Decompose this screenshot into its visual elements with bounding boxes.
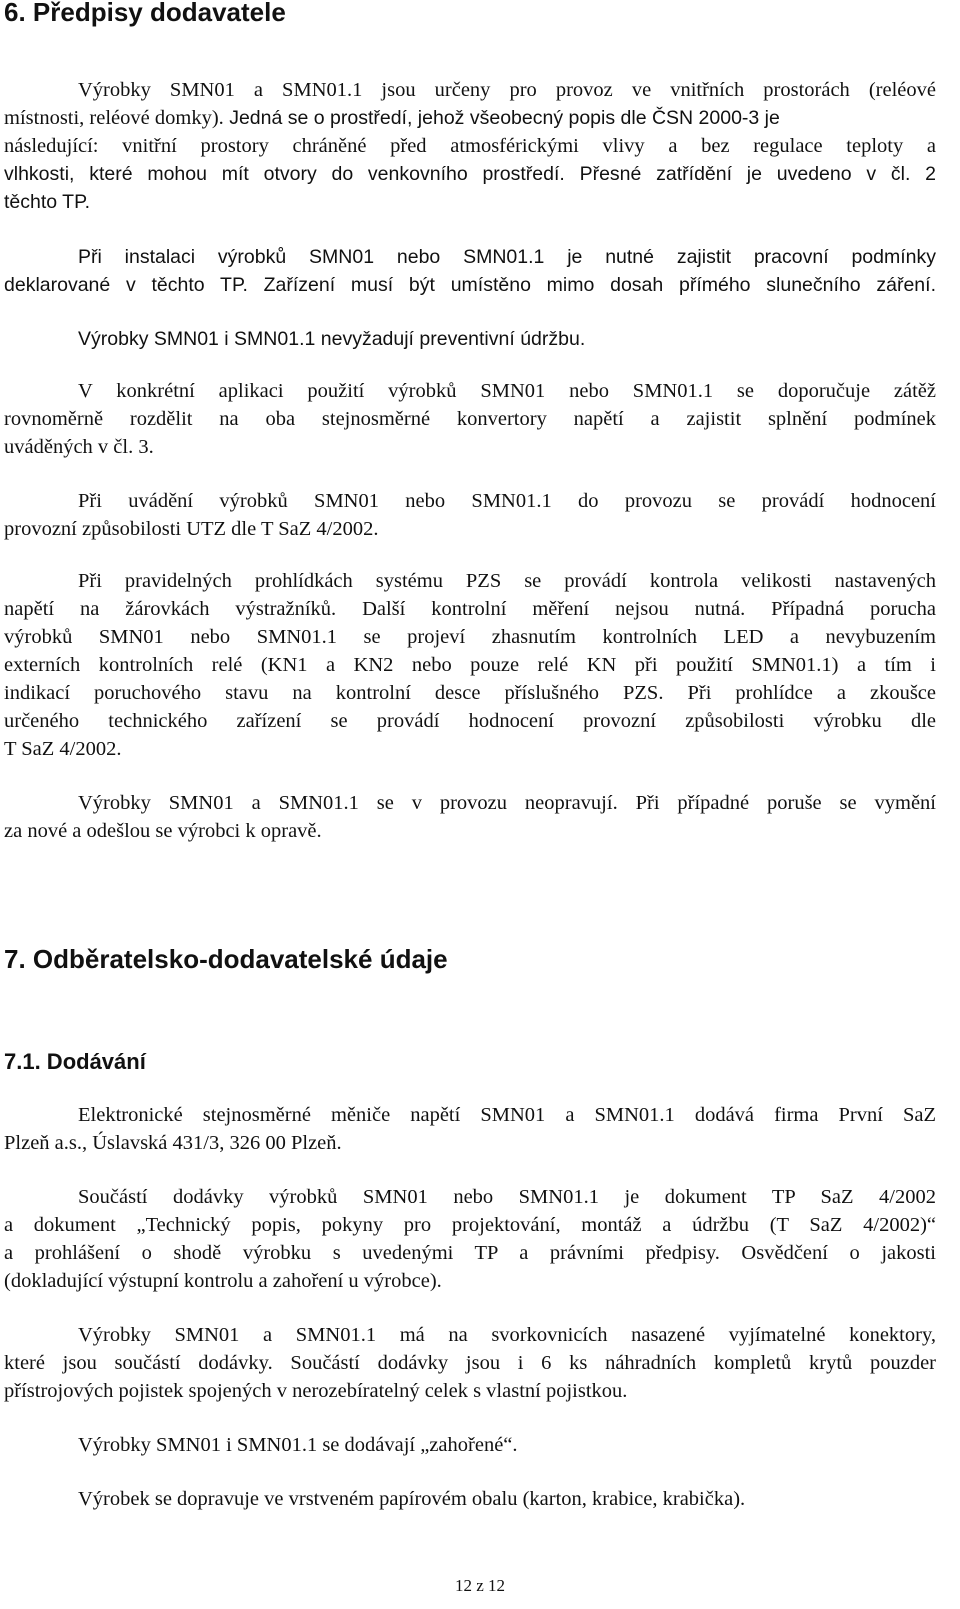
paragraph-line: Elektronické stejnosměrné měniče napětí SMN01 a SMN01.1 dodává firma První SaZ <box>78 1104 936 1126</box>
subsection-heading: 7.1. Dodávání <box>4 1049 146 1074</box>
paragraph-line: Při instalaci výrobků SMN01 nebo SMN01.1 je nutné zajistit pracovní podmínky <box>78 246 936 268</box>
section-7-heading: 7. Odběratelsko-dodavatelské údaje <box>4 944 448 974</box>
paragraph-line: T SaZ 4/2002. <box>4 738 122 760</box>
paragraph-line: které jsou součástí dodávky. Součástí dodávky jsou i 6 ks náhradních kompletů krytů pouzder <box>4 1352 936 1374</box>
paragraph-line: Výrobky SMN01 a SMN01.1 jsou určeny pro provoz ve vnitřních prostorách (reléové <box>78 79 936 101</box>
paragraph-line: uváděných v čl. 3. <box>4 436 154 458</box>
paragraph-line: a prohlášení o shodě výrobku s uvedenými TP a právními předpisy. Osvědčení o jakosti <box>4 1242 936 1264</box>
paragraph-line: Výrobky SMN01 a SMN01.1 se v provozu neopravují. Při případné poruše se vymění <box>78 792 936 814</box>
paragraph-line: V konkrétní aplikaci použití výrobků SMN01 nebo SMN01.1 se doporučuje zátěž <box>78 380 936 402</box>
paragraph-line: Výrobky SMN01 i SMN01.1 nevyžadují preventivní údržbu. <box>78 328 586 350</box>
paragraph-line: rovnoměrně rozdělit na oba stejnosměrné konvertory napětí a zajistit splnění podmínek <box>4 408 936 430</box>
paragraph-line: těchto TP. <box>4 191 91 213</box>
paragraph-segment: Jedná se o prostředí, jehož všeobecný popis dle ČSN 2000-3 je <box>223 107 780 129</box>
paragraph-line <box>4 104 936 132</box>
paragraph-line: napětí na žárovkách výstražníků. Další kontrolní měření nejsou nutná. Případná porucha <box>4 598 936 620</box>
paragraph-line: za nové a odešlou se výrobci k opravě. <box>4 820 322 842</box>
paragraph-line: indikací poruchového stavu na kontrolní desce příslušného PZS. Při prohlídce a zkoušce <box>4 682 936 704</box>
paragraph-line: deklarované v těchto TP. Zařízení musí být umístěno mimo dosah přímého slunečního záření. <box>4 274 936 296</box>
paragraph-segment: místnosti, reléové domky). <box>4 107 224 129</box>
paragraph-line: a dokument „Technický popis, pokyny pro projektování, montáž a údržbu (T SaZ 4/2002)“ <box>4 1214 936 1236</box>
paragraph-line: Plzeň a.s., Úslavská 431/3, 326 00 Plzeň. <box>4 1132 342 1154</box>
paragraph-line: Při pravidelných prohlídkách systému PZS se provádí kontrola velikosti nastavených <box>78 570 936 592</box>
paragraph-line: Při uvádění výrobků SMN01 nebo SMN01.1 do provozu se provádí hodnocení <box>78 490 936 512</box>
section-6-heading: 6. Předpisy dodavatele <box>4 0 286 27</box>
paragraph-line: Výrobky SMN01 a SMN01.1 má na svorkovnicích nasazené vyjímatelné konektory, <box>78 1324 936 1346</box>
paragraph-line: Výrobek se dopravuje ve vrstveném papírovém obalu (karton, krabice, krabička). <box>78 1488 746 1510</box>
paragraph-line: provozní způsobilosti UTZ dle T SaZ 4/2002. <box>4 518 379 540</box>
paragraph-line: určeného technického zařízení se provádí hodnocení provozní způsobilosti výrobku dle <box>4 710 936 732</box>
paragraph-line: (dokladující výstupní kontrolu a zahoření u výrobce). <box>4 1270 442 1292</box>
page-number: 12 z 12 <box>454 1576 506 1595</box>
paragraph-line: následující: vnitřní prostory chráněné před atmosférickými vlivy a bez regulace teploty a <box>4 135 936 157</box>
paragraph-line: výrobků SMN01 nebo SMN01.1 se projeví zhasnutím kontrolních LED a nevybuzením <box>4 626 936 648</box>
paragraph-line: přístrojových pojistek spojených v nerozebíratelný celek s vlastní pojistkou. <box>4 1380 628 1402</box>
paragraph-line: Výrobky SMN01 i SMN01.1 se dodávají „zahořené“. <box>78 1434 518 1456</box>
paragraph-line: Součástí dodávky výrobků SMN01 nebo SMN01.1 je dokument TP SaZ 4/2002 <box>78 1186 936 1208</box>
paragraph-line: vlhkosti, které mohou mít otvory do venkovního prostředí. Přesné zatřídění je uvedeno v čl. 2 <box>4 163 936 185</box>
paragraph-line: externích kontrolních relé (KN1 a KN2 nebo pouze relé KN při použití SMN01.1) a tím i <box>4 654 936 676</box>
